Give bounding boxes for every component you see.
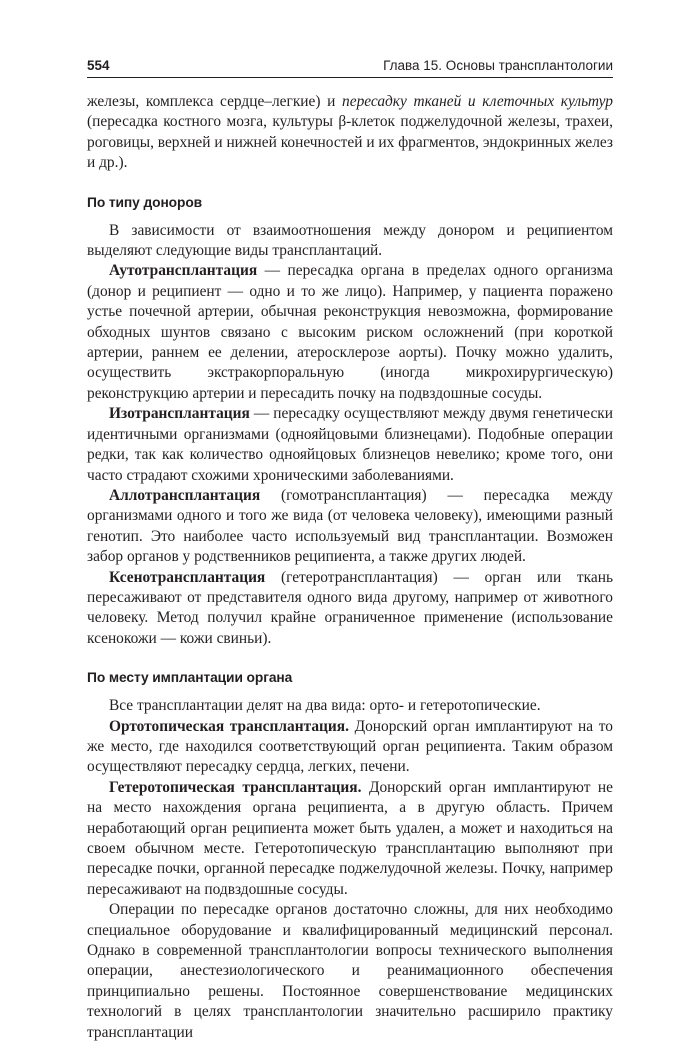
definition-allotransplantation: (гомотрансплантация) — пересадка между организмами одного и того же вида (от человека человеку), имеющими разный генотип. Это наиболее часто используемый вид трансплантации. Возможен забор органов у родственников реципиента, а также других людей.: [87, 486, 613, 566]
paragraph-autotransplantation: [87, 261, 613, 404]
definition-xenotransplantation: (гетеротрансплантация) — орган или ткань пересаживают от представителя одного вида другому, например от животного человеку. Метод получил крайне ограниченное применение (использование ксенокожи — кожи свиньи).: [87, 568, 613, 647]
page-number: 554: [87, 58, 110, 73]
paragraph-heterotopic: [87, 778, 613, 900]
definition-orthotopic: Донорский орган имплантируют на то же место, где находился соответствующий орган реципиента. Таким образом осуществляют пересадку сердца, легких, печени.: [87, 717, 614, 776]
paragraph-xenotransplantation: [87, 568, 613, 650]
implant-site-lead-paragraph: Все трансплантации делят на два вида: орто- и гетеротопические.: [109, 697, 541, 715]
running-header: [87, 58, 613, 78]
definition-isotransplantation: — пересадку осуществляют между двумя генетически идентичными организмами (однояйцовыми близнецами). Подобные операции редки, так как количество однояйцовых близнецов невелико; кроме того, они часто страдают схожими хроническими заболеваниями.: [87, 405, 613, 484]
section-heading-implant-site: По месту имплантации органа: [87, 670, 293, 686]
term-isotransplantation: Изотрансплантация: [109, 405, 250, 423]
donors-lead-paragraph: В зависимости от взаимоотношения между донором и реципиентом выделяют следующие виды трансплантаций.: [87, 221, 613, 260]
term-xenotransplantation: Ксенотрансплантация: [109, 568, 266, 586]
closing-paragraph: Операции по пересадке органов достаточно сложны, для них необходимо специальное оборудование и квалифицированный медицинский персонал. Однако в современной трансплантологии вопросы технического выполнения операции, анестезиологического и реанимационного обеспечения принципиально решены. Постоянное совершенствование медицинских технологий в целях трансплантологии значительно расширило практику трансплантации: [87, 901, 613, 1041]
chapter-title: Глава 15. Основы трансплантологии: [383, 58, 613, 73]
page-body: [87, 92, 613, 1043]
term-allotransplantation: Аллотрансплантация: [109, 486, 261, 504]
intro-text-end: (пересадка костного мозга, культуры β-клеток поджелудочной железы, трахеи, роговицы, верхней и нижней конечностей и их фрагментов, эндокринных желез и др.).: [87, 113, 613, 172]
paragraph-orthotopic: [87, 717, 613, 778]
section-heading-donors: По типу доноров: [87, 194, 203, 210]
term-orthotopic: Ортотопическая трансплантация.: [109, 717, 349, 735]
intro-paragraph: [87, 92, 613, 174]
intro-italic-term: пересадку тканей и клеточных культур: [342, 93, 613, 110]
paragraph-isotransplantation: [87, 404, 613, 486]
definition-autotransplantation: — пересадка органа в пределах одного организма (донор и реципиент — одно и то же лицо). Например, у пациента поражено устье почечной артерии, обычная реконструкция невозможна, формирование обходных шунтов связано с высоким риском осложнений (при короткой артерии, раннем ее делении, атеросклерозе аорты). Почку можно удалить, осуществить экстракорпоральную (иногда микрохирургическую) реконструкцию артерии и пересадить почку на подвздошные сосуды.: [87, 262, 613, 402]
term-autotransplantation: Аутотрансплантация: [109, 262, 258, 280]
term-heterotopic: Гетеротопическая трансплантация.: [109, 778, 362, 796]
book-page: [87, 58, 613, 1043]
paragraph-allotransplantation: [87, 486, 613, 568]
definition-heterotopic: Донорский орган имплантируют не на место нахождения органа реципиента, а в другую область. Причем неработающий орган реципиента может быть удален, а может и находиться на своем обычном месте. Гетеротопическую трансплантацию выполняют при пересадке почки, органной пересадке поджелудочной железы. Почку, например пересаживают на подвздошные сосуды.: [87, 778, 613, 898]
intro-text-start: железы, комплекса сердце–легкие) и: [87, 93, 343, 110]
